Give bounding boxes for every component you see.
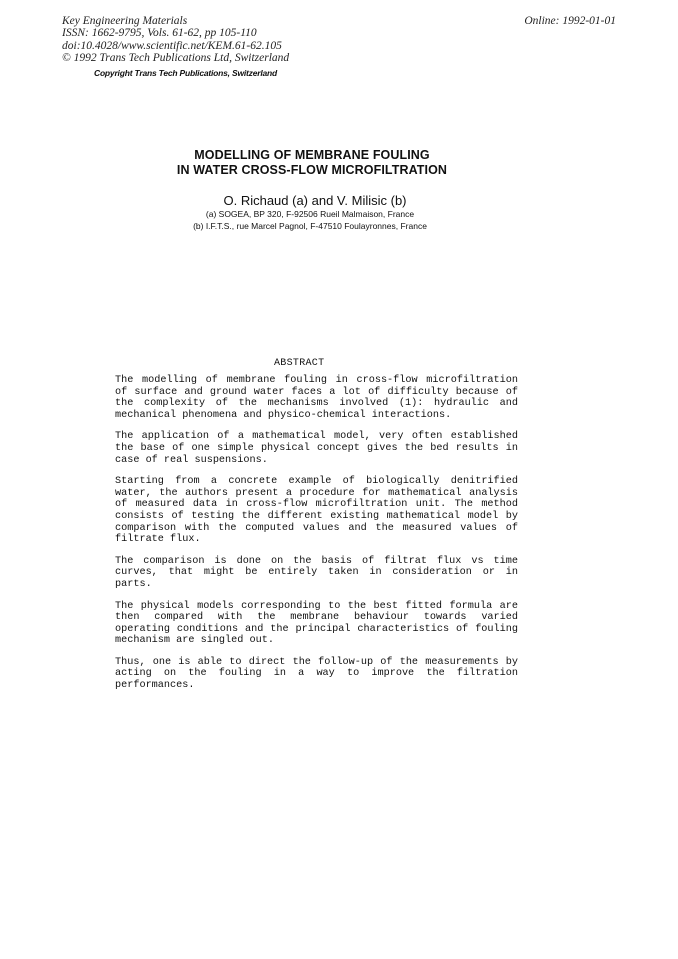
publication-header — [62, 15, 289, 65]
scanned-copyright-line: Copyright Trans Tech Publications, Switzerland — [94, 68, 278, 78]
affiliation-a: (a) SOGEA, BP 320, F-92506 Rueil Malmaison, France — [205, 209, 415, 219]
paper-title — [160, 148, 464, 178]
title-line-1: MODELLING OF MEMBRANE FOULING — [194, 148, 430, 162]
journal-name: Key Engineering Materials — [62, 15, 188, 27]
issn-line: ISSN: 1662-9795, Vols. 61-62, pp 105-110 — [62, 27, 257, 40]
title-line-2: IN WATER CROSS-FLOW MICROFILTRATION — [176, 163, 448, 177]
abstract-paragraph: The comparison is done on the basis of filtrat flux vs time curves, that might be entirely taken in consideration or in parts. — [115, 555, 518, 590]
doi-line: doi:10.4028/www.scientific.net/KEM.61-62.105 — [62, 39, 282, 52]
authors: O. Richaud (a) and V. Milisic (b) — [223, 193, 407, 208]
abstract-paragraph: Starting from a concrete example of biologically denitrified water, the authors present a procedure for mathematical analysis of measured data in cross-flow microfiltration unit. The method consists of testing the different existing mathematical model by comparison with the computed values and the measured values of filtrate flux. — [115, 476, 518, 546]
abstract-paragraph: Thus, one is able to direct the follow-up of the measurements by acting on the fouling in a way to improve the filtration performances. — [115, 656, 518, 692]
abstract-paragraph: The physical models corresponding to the best fitted formula are then compared with the membrane behaviour towards varied operating conditions and the principal characteristics of fouling mechanism are singled out. — [115, 600, 518, 647]
abstract-paragraph: The modelling of membrane fouling in cross-flow microfiltration of surface and ground water faces a lot of difficulty because of the complexity of the mechanisms involved (1): hydraulic and mechanical phenomena and physico-chemical interactions. — [115, 375, 518, 421]
online-date: Online: 1992-01-01 — [524, 15, 616, 27]
affiliation-b: (b) I.F.T.S., rue Marcel Pagnol, F-47510 Foulayronnes, France — [193, 221, 427, 231]
copyright-line: © 1992 Trans Tech Publications Ltd, Switzerland — [62, 52, 290, 65]
abstract-body — [115, 375, 518, 702]
abstract-heading: ABSTRACT — [274, 358, 325, 369]
abstract-paragraph: The application of a mathematical model, very often established the base of one simple physical concept gives the bed results in case of real suspensions. — [115, 431, 518, 466]
